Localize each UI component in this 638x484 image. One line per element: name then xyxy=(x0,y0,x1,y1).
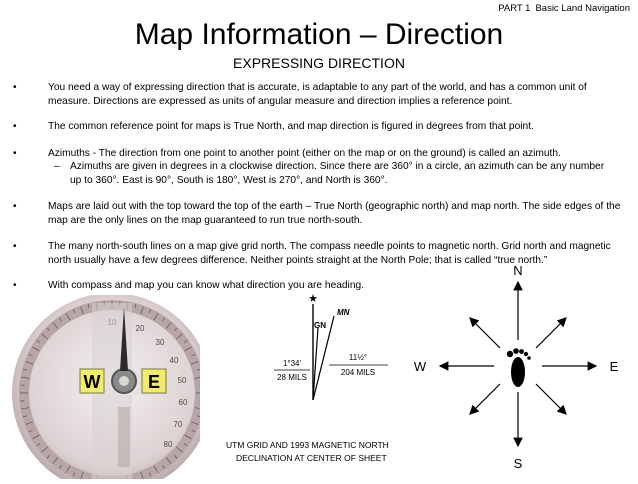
compass-letter-w: W xyxy=(84,372,101,392)
bullet-marker: • xyxy=(13,279,17,293)
caption-line-1: UTM GRID AND 1993 MAGNETIC NORTH xyxy=(226,440,389,450)
arrow-southwest xyxy=(470,384,500,414)
right-mils-label: 204 MILS xyxy=(341,368,375,377)
bullet-marker: • xyxy=(13,200,17,214)
page-title: Map Information – Direction xyxy=(0,18,638,52)
compass-letter-e: E xyxy=(148,372,160,392)
section-header xyxy=(498,3,630,15)
bullet-item xyxy=(0,81,638,108)
label-south: S xyxy=(514,456,523,471)
dial-number: 60 xyxy=(179,398,188,407)
label-west: W xyxy=(414,359,427,374)
sub-bullet-text: Azimuths are given in degrees in a clockwise direction. Since there are 360° in a circle, an azimuth can be any number up to 360°. East is 90°, South is 180°, West is 270°, and North is 360°. xyxy=(70,161,604,186)
bullet-text: The many north-south lines on a map give grid north. The compass needle points to magnetic north. Grid north and magnetic north usually have a few degrees difference. Neither points straight at the North Pole; that is called “true north.” xyxy=(48,241,611,266)
caption-line-2: DECLINATION AT CENTER OF SHEET xyxy=(236,453,387,463)
left-angle-label: 1°34' xyxy=(283,359,302,368)
dial-number: 40 xyxy=(170,356,179,365)
right-angle-label: 11½° xyxy=(349,353,367,362)
label-north: N xyxy=(513,263,522,278)
gn-label: GN xyxy=(314,321,326,330)
dial-number: 50 xyxy=(178,376,187,385)
bullet-item xyxy=(0,147,638,161)
compass-pivot-cap xyxy=(119,376,129,386)
part-label: PART 1 xyxy=(498,3,530,14)
bullet-item xyxy=(0,200,638,227)
sub-bullet-marker: – xyxy=(54,160,60,174)
bullet-text: Azimuths - The direction from one point to another point (either on the map or on the ground) is called an azimuth. xyxy=(48,148,561,159)
page-subtitle: EXPRESSING DIRECTION xyxy=(0,55,638,71)
bullet-marker: • xyxy=(13,81,17,95)
bullet-text: Maps are laid out with the top toward the top of the earth – True North (geographic north) and map north. The side edges of the map are the only lines on the map guaranteed to run true north-south. xyxy=(48,201,620,226)
arrow-northeast xyxy=(536,318,566,348)
compass-lower-bar xyxy=(118,407,130,467)
label-east: E xyxy=(610,359,619,374)
dial-number: 80 xyxy=(164,440,173,449)
section-label: Basic Land Navigation xyxy=(535,3,630,14)
bullet-text: You need a way of expressing direction that is accurate, is adaptable to any part of the world, and has a common unit of measure. Directions are expressed as units of angular measure and direction implies a reference point. xyxy=(48,82,587,107)
bullet-text: With compass and map you can know what direction you are heading. xyxy=(48,280,364,291)
dial-number: 30 xyxy=(156,338,165,347)
bullet-text: The common reference point for maps is True North, and map direction is figured in degrees from that point. xyxy=(48,121,534,132)
declination-diagram xyxy=(216,288,416,478)
dial-number: 70 xyxy=(174,420,183,429)
mn-label: MN xyxy=(337,308,350,317)
bullet-marker: • xyxy=(13,240,17,254)
bullet-marker: • xyxy=(13,147,17,161)
sub-bullet-item xyxy=(0,160,638,187)
compass-image xyxy=(0,295,200,479)
dial-number: 20 xyxy=(136,324,145,333)
bullet-item xyxy=(0,120,638,134)
arrow-southeast xyxy=(536,384,566,414)
direction-rose xyxy=(406,258,638,479)
footprint-icon xyxy=(507,348,531,387)
arrow-northwest xyxy=(470,318,500,348)
bullet-marker: • xyxy=(13,120,17,134)
left-mils-label: 28 MILS xyxy=(277,373,307,382)
true-north-star-icon: ★ xyxy=(308,293,318,305)
